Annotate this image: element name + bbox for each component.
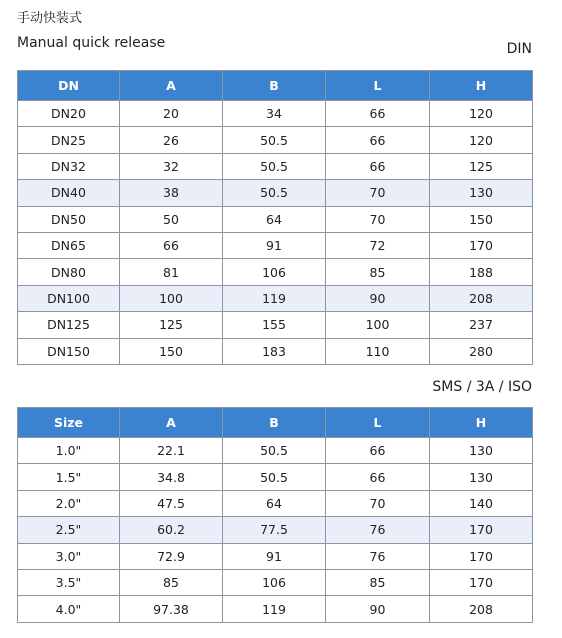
- table-cell: 26: [120, 127, 223, 153]
- table-header-row: [18, 408, 533, 438]
- table-cell: 22.1: [120, 438, 223, 464]
- table-cell: 60.2: [120, 517, 223, 543]
- table-cell: 66: [326, 101, 430, 127]
- table-row: [18, 180, 533, 206]
- table-cell: 70: [326, 180, 430, 206]
- table-cell: 106: [223, 259, 326, 285]
- table-cell: 100: [326, 312, 430, 338]
- column-header: A: [120, 408, 223, 438]
- table-cell: DN65: [18, 232, 120, 258]
- table-cell: 2.0": [18, 490, 120, 516]
- page-title-english: Manual quick release: [17, 35, 166, 51]
- table-cell: 32: [120, 153, 223, 179]
- table-cell: 170: [430, 517, 533, 543]
- table-cell: 76: [326, 543, 430, 569]
- table-cell: 64: [223, 490, 326, 516]
- table-row: [18, 312, 533, 338]
- table-cell: DN32: [18, 153, 120, 179]
- table-cell: 85: [326, 259, 430, 285]
- column-header: Size: [18, 408, 120, 438]
- table-row: [18, 438, 533, 464]
- column-header: L: [326, 71, 430, 101]
- table-cell: 155: [223, 312, 326, 338]
- table-cell: 150: [120, 338, 223, 364]
- table-cell: 4.0": [18, 596, 120, 622]
- column-header: L: [326, 408, 430, 438]
- table-header-row: [18, 71, 533, 101]
- table-cell: 66: [120, 232, 223, 258]
- table-cell: 100: [120, 285, 223, 311]
- table-cell: 66: [326, 438, 430, 464]
- table-cell: 3.5": [18, 569, 120, 595]
- table-cell: 66: [326, 127, 430, 153]
- table-row: [18, 285, 533, 311]
- table-row: [18, 464, 533, 490]
- table-cell: 50.5: [223, 464, 326, 490]
- table-cell: 183: [223, 338, 326, 364]
- table-cell: 72: [326, 232, 430, 258]
- table-cell: 170: [430, 569, 533, 595]
- table-cell: 110: [326, 338, 430, 364]
- table-cell: 130: [430, 180, 533, 206]
- table-cell: 188: [430, 259, 533, 285]
- table-cell: 90: [326, 285, 430, 311]
- table-cell: 119: [223, 596, 326, 622]
- standard-label-din: DIN: [506, 41, 532, 57]
- column-header: H: [430, 71, 533, 101]
- table-cell: 81: [120, 259, 223, 285]
- table-cell: 20: [120, 101, 223, 127]
- column-header: DN: [18, 71, 120, 101]
- table-row: [18, 206, 533, 232]
- table-cell: 106: [223, 569, 326, 595]
- table-cell: DN50: [18, 206, 120, 232]
- table-cell: DN80: [18, 259, 120, 285]
- table-cell: 91: [223, 232, 326, 258]
- sms-3a-iso-dimension-table: [17, 407, 533, 623]
- table-cell: 70: [326, 490, 430, 516]
- table-cell: 3.0": [18, 543, 120, 569]
- table-cell: 208: [430, 596, 533, 622]
- table-cell: DN25: [18, 127, 120, 153]
- table-cell: 150: [430, 206, 533, 232]
- column-header: H: [430, 408, 533, 438]
- table-cell: 120: [430, 127, 533, 153]
- table-cell: 50.5: [223, 127, 326, 153]
- table-cell: 85: [120, 569, 223, 595]
- table-cell: 50.5: [223, 438, 326, 464]
- table-cell: DN40: [18, 180, 120, 206]
- table-cell: 91: [223, 543, 326, 569]
- table-cell: 97.38: [120, 596, 223, 622]
- table-cell: 47.5: [120, 490, 223, 516]
- column-header: B: [223, 71, 326, 101]
- table-row: [18, 232, 533, 258]
- table-cell: 1.0": [18, 438, 120, 464]
- table-cell: 38: [120, 180, 223, 206]
- table-cell: 76: [326, 517, 430, 543]
- table-row: [18, 153, 533, 179]
- table-cell: 70: [326, 206, 430, 232]
- table-cell: 85: [326, 569, 430, 595]
- table-row: [18, 543, 533, 569]
- table-cell: 125: [430, 153, 533, 179]
- table-cell: 1.5": [18, 464, 120, 490]
- table-cell: 170: [430, 232, 533, 258]
- standard-label-sms-3a-iso: SMS / 3A / ISO: [432, 379, 532, 395]
- table-cell: 90: [326, 596, 430, 622]
- table-cell: DN20: [18, 101, 120, 127]
- table-row: [18, 596, 533, 622]
- table-cell: 2.5": [18, 517, 120, 543]
- table-row: [18, 517, 533, 543]
- page-title-chinese: 手动快装式: [17, 11, 83, 26]
- table-cell: 208: [430, 285, 533, 311]
- table-cell: 140: [430, 490, 533, 516]
- table-cell: 77.5: [223, 517, 326, 543]
- table-cell: 64: [223, 206, 326, 232]
- table-row: [18, 338, 533, 364]
- table-cell: 130: [430, 464, 533, 490]
- table-row: [18, 569, 533, 595]
- table-cell: 237: [430, 312, 533, 338]
- table-cell: 125: [120, 312, 223, 338]
- table-cell: 120: [430, 101, 533, 127]
- table-row: [18, 127, 533, 153]
- table-cell: 280: [430, 338, 533, 364]
- table-cell: 119: [223, 285, 326, 311]
- table-cell: DN100: [18, 285, 120, 311]
- table-cell: 66: [326, 464, 430, 490]
- table-cell: 170: [430, 543, 533, 569]
- table-cell: 50.5: [223, 180, 326, 206]
- table-cell: 66: [326, 153, 430, 179]
- table-cell: 50.5: [223, 153, 326, 179]
- table-cell: 34: [223, 101, 326, 127]
- column-header: A: [120, 71, 223, 101]
- table-row: [18, 259, 533, 285]
- table-cell: 50: [120, 206, 223, 232]
- din-dimension-table: [17, 70, 533, 365]
- table-cell: DN125: [18, 312, 120, 338]
- table-row: [18, 101, 533, 127]
- table-cell: 72.9: [120, 543, 223, 569]
- table-cell: DN150: [18, 338, 120, 364]
- table-cell: 34.8: [120, 464, 223, 490]
- table-cell: 130: [430, 438, 533, 464]
- column-header: B: [223, 408, 326, 438]
- table-row: [18, 490, 533, 516]
